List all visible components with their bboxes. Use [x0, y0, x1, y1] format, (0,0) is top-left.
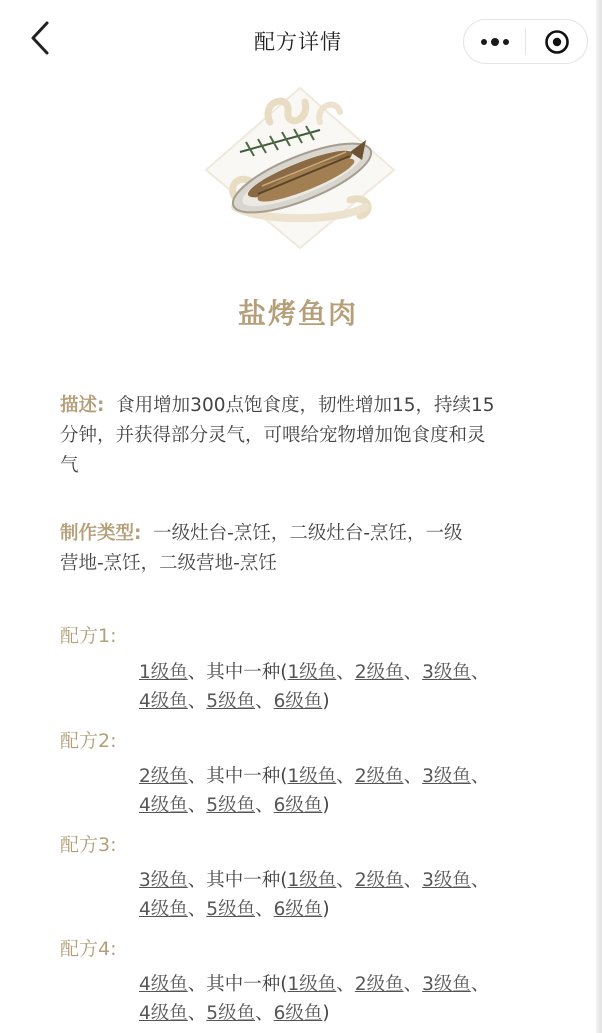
- navigation-bar: [0, 0, 596, 84]
- screen-edge: [596, 0, 602, 1033]
- ingredient-link[interactable]: 3级鱼: [422, 974, 471, 995]
- ingredient-link[interactable]: 4级鱼: [139, 899, 188, 920]
- description-label: 描述:: [60, 395, 105, 416]
- recipe-line: 4级鱼、5级鱼、6级鱼): [139, 1003, 330, 1024]
- ingredient-link[interactable]: 5级鱼: [206, 1003, 256, 1024]
- more-button[interactable]: [464, 19, 525, 64]
- ingredient-link[interactable]: 6级鱼: [273, 899, 323, 920]
- recipe-line: 4级鱼、5级鱼、6级鱼): [139, 899, 330, 920]
- recipe-line: 3级鱼、其中一种(1级鱼、2级鱼、3级鱼、: [139, 870, 490, 891]
- craft-type-label: 制作类型:: [60, 523, 142, 544]
- main-ingredient-link[interactable]: 1级鱼: [139, 662, 188, 683]
- main-ingredient-link[interactable]: 4级鱼: [139, 974, 188, 995]
- recipe-line: 2级鱼、其中一种(1级鱼、2级鱼、3级鱼、: [139, 766, 490, 787]
- ingredient-link[interactable]: 4级鱼: [139, 691, 188, 712]
- dish-name: 盐烤鱼肉: [237, 297, 358, 330]
- miniprogram-capsule: [463, 19, 588, 64]
- craft-type-text: 一级灶台-烹饪，二级灶台-烹饪，一级: [153, 523, 463, 544]
- recipe-line: 4级鱼、5级鱼、6级鱼): [139, 691, 330, 712]
- ingredient-link[interactable]: 6级鱼: [273, 1003, 323, 1024]
- recipe-label: 配方3:: [60, 834, 117, 856]
- main-ingredient-link[interactable]: 3级鱼: [139, 870, 188, 891]
- ingredient-link[interactable]: 6级鱼: [273, 691, 323, 712]
- ingredient-link[interactable]: 1级鱼: [287, 870, 337, 891]
- main-ingredient-link[interactable]: 2级鱼: [139, 766, 188, 787]
- more-dots-icon: [481, 38, 509, 46]
- description-text-3: 气: [60, 455, 79, 476]
- recipe-line: 1级鱼、其中一种(1级鱼、2级鱼、3级鱼、: [139, 662, 490, 683]
- ingredient-link[interactable]: 3级鱼: [422, 662, 471, 683]
- dish-image: [200, 82, 400, 252]
- ingredient-link[interactable]: 5级鱼: [206, 795, 256, 816]
- recipe-line: 4级鱼、5级鱼、6级鱼): [139, 795, 330, 816]
- ingredient-link[interactable]: 1级鱼: [287, 974, 337, 995]
- craft-type-section: [60, 519, 540, 579]
- recipe-line: 4级鱼、其中一种(1级鱼、2级鱼、3级鱼、: [139, 974, 490, 995]
- ingredient-link[interactable]: 4级鱼: [139, 1003, 188, 1024]
- description-section: [60, 391, 540, 481]
- ingredient-link[interactable]: 3级鱼: [422, 766, 471, 787]
- ingredient-link[interactable]: 1级鱼: [287, 662, 337, 683]
- description-text-2: 分钟，并获得部分灵气，可喂给宠物增加饱食度和灵: [60, 425, 486, 446]
- ingredient-link[interactable]: 4级鱼: [139, 795, 188, 816]
- ingredient-link[interactable]: 1级鱼: [287, 766, 337, 787]
- ingredient-link[interactable]: 2级鱼: [354, 870, 404, 891]
- ingredient-link[interactable]: 2级鱼: [354, 766, 404, 787]
- description-text: 食用增加300点饱食度，韧性增加15，持续15: [116, 395, 495, 416]
- ingredient-link[interactable]: 3级鱼: [422, 870, 471, 891]
- recipe-label: 配方4:: [60, 938, 117, 960]
- ingredient-link[interactable]: 5级鱼: [206, 899, 256, 920]
- ingredient-link[interactable]: 2级鱼: [354, 662, 404, 683]
- recipe-label: 配方1:: [60, 625, 117, 647]
- page-title: 配方详情: [254, 30, 342, 54]
- close-miniprogram-button[interactable]: [526, 19, 587, 64]
- ingredient-link[interactable]: 5级鱼: [206, 691, 256, 712]
- target-circle-icon: [544, 29, 570, 55]
- craft-type-text-2: 营地-烹饪，二级营地-烹饪: [60, 553, 277, 574]
- recipe-label: 配方2:: [60, 730, 117, 752]
- ingredient-link[interactable]: 6级鱼: [273, 795, 323, 816]
- ingredient-link[interactable]: 2级鱼: [354, 974, 404, 995]
